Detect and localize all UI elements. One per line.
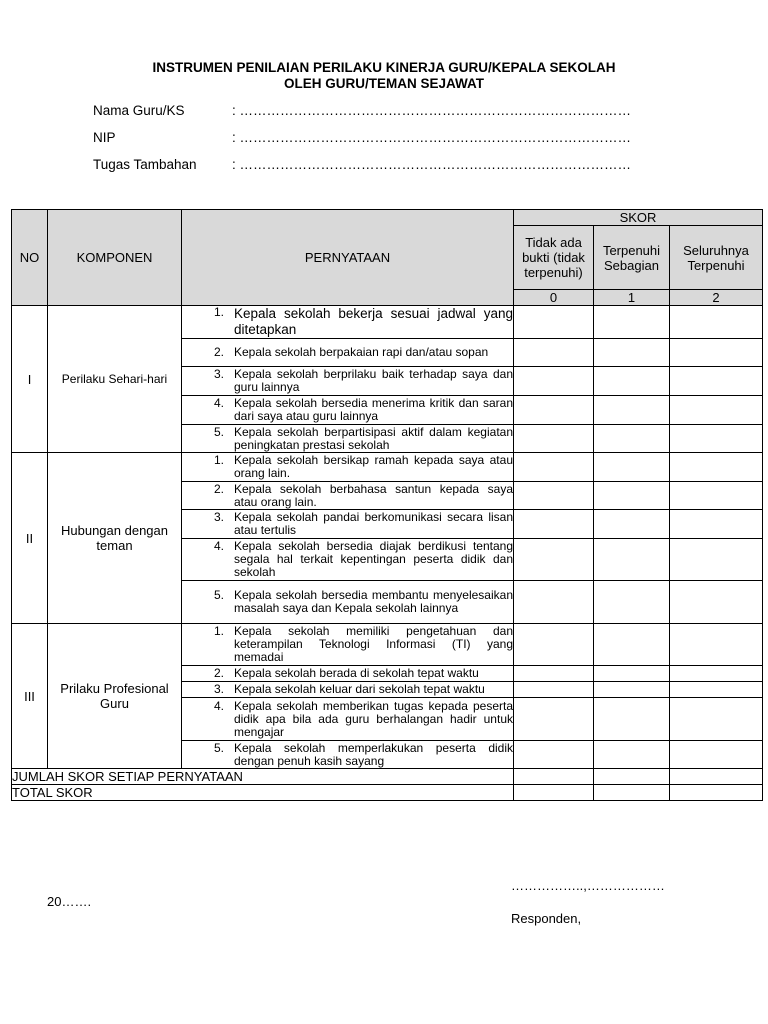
jumlah-score-0[interactable]	[514, 769, 594, 785]
score-cell-1[interactable]	[594, 482, 670, 510]
score-cell-2[interactable]	[670, 539, 763, 581]
score-cell-1[interactable]	[594, 339, 670, 367]
statement-cell: 1. Kepala sekolah memiliki pengetahuan dan keterampilan Teknologi Informasi (TI) yang memadai	[182, 624, 514, 666]
score-cell-0[interactable]	[514, 453, 594, 482]
statement-cell: 3. Kepala sekolah berprilaku baik terhadap saya dan guru lainnya	[182, 367, 514, 396]
statement-cell: 5. Kepala sekolah bersedia membantu menyelesaikan masalah saya dan Kepala sekolah lainnya	[182, 581, 514, 624]
nip-field[interactable]: : ……………………………………………………………………………	[232, 130, 632, 145]
nip-label: NIP	[93, 130, 116, 145]
total-label: TOTAL SKOR	[12, 785, 514, 801]
score-cell-0[interactable]	[514, 510, 594, 539]
statement-cell: 1. Kepala sekolah bersikap ramah kepada saya atau orang lain.	[182, 453, 514, 482]
section-komponen: Perilaku Sehari-hari	[48, 306, 182, 453]
score-cell-0[interactable]	[514, 306, 594, 339]
score-cell-1[interactable]	[594, 666, 670, 682]
statement-cell: 4. Kepala sekolah bersedia menerima kritik dan saran dari saya atau guru lainnya	[182, 396, 514, 425]
total-row	[12, 785, 763, 801]
tugas-label: Tugas Tambahan	[93, 157, 197, 172]
header-komponen: KOMPONEN	[48, 210, 182, 306]
score-cell-2[interactable]	[670, 482, 763, 510]
jumlah-row	[12, 769, 763, 785]
table-row	[12, 624, 763, 666]
score-cell-0[interactable]	[514, 666, 594, 682]
nama-field[interactable]: : ……………………………………………………………………………	[232, 103, 632, 118]
section-no: I	[12, 306, 48, 453]
score-cell-1[interactable]	[594, 396, 670, 425]
score-cell-2[interactable]	[670, 510, 763, 539]
header-no: NO	[12, 210, 48, 306]
score-cell-0[interactable]	[514, 396, 594, 425]
header-score-2-label: Seluruhnya Terpenuhi	[670, 226, 763, 290]
score-cell-2[interactable]	[670, 339, 763, 367]
score-cell-1[interactable]	[594, 510, 670, 539]
table-row	[12, 306, 763, 339]
score-cell-0[interactable]	[514, 482, 594, 510]
score-cell-1[interactable]	[594, 539, 670, 581]
nama-label: Nama Guru/KS	[93, 103, 185, 118]
section-no: II	[12, 453, 48, 624]
statement-cell: 4. Kepala sekolah memberikan tugas kepada peserta didik apa bila ada guru berhalangan hadir untuk mengajar	[182, 698, 514, 741]
year-field[interactable]: 20…….	[47, 894, 92, 909]
score-cell-2[interactable]	[670, 367, 763, 396]
score-cell-1[interactable]	[594, 306, 670, 339]
header-score-0-label: Tidak ada bukti (tidak terpenuhi)	[514, 226, 594, 290]
score-cell-1[interactable]	[594, 367, 670, 396]
statement-cell: 2. Kepala sekolah berpakaian rapi dan/atau sopan	[182, 339, 514, 367]
score-cell-1[interactable]	[594, 453, 670, 482]
section-komponen: Prilaku Profesional Guru	[48, 624, 182, 769]
statement-cell: 4. Kepala sekolah bersedia diajak berdikusi tentang segala hal terkait kepentingan peserta didik dan sekolah	[182, 539, 514, 581]
section-komponen: Hubungan dengan teman	[48, 453, 182, 624]
tugas-field[interactable]: : ……………………………………………………………………………	[232, 157, 632, 172]
score-cell-1[interactable]	[594, 581, 670, 624]
score-cell-1[interactable]	[594, 624, 670, 666]
statement-cell: 2. Kepala sekolah berada di sekolah tepat waktu	[182, 666, 514, 682]
jumlah-score-2[interactable]	[670, 769, 763, 785]
statement-cell: 2. Kepala sekolah berbahasa santun kepada saya atau orang lain.	[182, 482, 514, 510]
responden-label: Responden,	[511, 911, 582, 926]
jumlah-score-1[interactable]	[594, 769, 670, 785]
place-date-field[interactable]: ……………..,………………	[511, 878, 665, 893]
score-cell-0[interactable]	[514, 539, 594, 581]
score-cell-1[interactable]	[594, 425, 670, 453]
header-score-0-value: 0	[514, 290, 594, 306]
score-cell-1[interactable]	[594, 698, 670, 741]
score-cell-0[interactable]	[514, 339, 594, 367]
total-score-2[interactable]	[670, 785, 763, 801]
header-score-1-value: 1	[594, 290, 670, 306]
statement-cell: 1. Kepala sekolah bekerja sesuai jadwal yang ditetapkan	[182, 306, 514, 339]
score-cell-2[interactable]	[670, 666, 763, 682]
score-cell-2[interactable]	[670, 453, 763, 482]
title-line-2: OLEH GURU/TEMAN SEJAWAT	[283, 76, 484, 91]
header-skor: SKOR	[514, 210, 763, 226]
statement-cell: 5. Kepala sekolah berpartisipasi aktif dalam kegiatan peningkatan prestasi sekolah	[182, 425, 514, 453]
score-cell-1[interactable]	[594, 682, 670, 698]
score-cell-1[interactable]	[594, 741, 670, 769]
score-cell-0[interactable]	[514, 367, 594, 396]
score-cell-0[interactable]	[514, 682, 594, 698]
table-row	[12, 453, 763, 482]
score-cell-2[interactable]	[670, 698, 763, 741]
title-line-1: INSTRUMEN PENILAIAN PERILAKU KINERJA GURU/KEPALA SEKOLAH	[152, 60, 616, 75]
document-title	[0, 60, 768, 92]
score-cell-0[interactable]	[514, 425, 594, 453]
score-cell-2[interactable]	[670, 624, 763, 666]
score-cell-2[interactable]	[670, 581, 763, 624]
jumlah-label: JUMLAH SKOR SETIAP PERNYATAAN	[12, 769, 514, 785]
score-cell-0[interactable]	[514, 581, 594, 624]
statement-cell: 3. Kepala sekolah pandai berkomunikasi secara lisan atau tertulis	[182, 510, 514, 539]
section-no: III	[12, 624, 48, 769]
header-score-2-value: 2	[670, 290, 763, 306]
statement-cell: 3. Kepala sekolah keluar dari sekolah tepat waktu	[182, 682, 514, 698]
header-pernyataan: PERNYATAAN	[182, 210, 514, 306]
score-cell-2[interactable]	[670, 306, 763, 339]
score-cell-2[interactable]	[670, 396, 763, 425]
score-cell-2[interactable]	[670, 425, 763, 453]
score-cell-2[interactable]	[670, 741, 763, 769]
score-cell-0[interactable]	[514, 624, 594, 666]
total-score-1[interactable]	[594, 785, 670, 801]
score-cell-0[interactable]	[514, 698, 594, 741]
header-score-1-label: Terpenuhi Sebagian	[594, 226, 670, 290]
total-score-0[interactable]	[514, 785, 594, 801]
statement-cell: 5. Kepala sekolah memperlakukan peserta didik dengan penuh kasih sayang	[182, 741, 514, 769]
score-cell-0[interactable]	[514, 741, 594, 769]
assessment-table	[11, 209, 763, 801]
score-cell-2[interactable]	[670, 682, 763, 698]
